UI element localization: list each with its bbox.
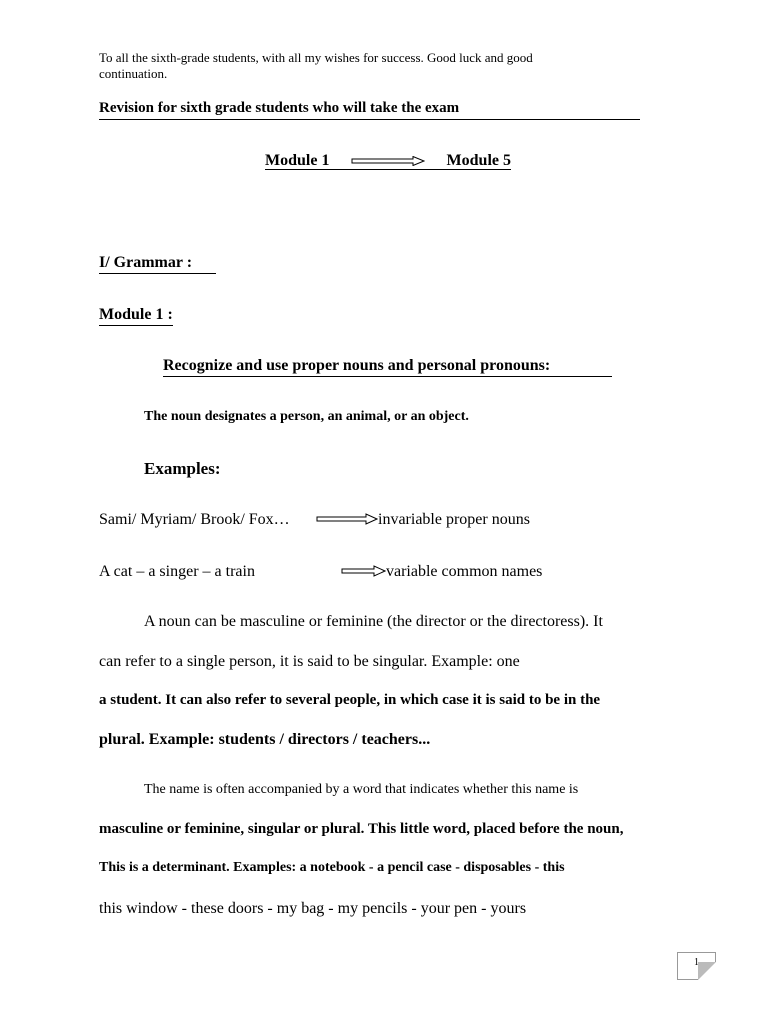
- paragraph-line: The name is often accompanied by a word that indicates whether this name is: [144, 782, 579, 797]
- paragraph-line: a student. It can also refer to several people, in which case it is said to be in the: [99, 692, 601, 708]
- example2-nouns: A cat – a singer – a train: [99, 563, 255, 580]
- paragraph-line: plural. Example: students / directors / teachers...: [99, 731, 431, 748]
- intro-text: To all the sixth-grade students, with all my wishes for success. Good luck and good continuation.: [99, 50, 533, 81]
- example1-nouns: Sami/ Myriam/ Brook/ Fox…: [99, 511, 290, 528]
- section-subheading: Recognize and use proper nouns and personal pronouns:: [163, 357, 612, 377]
- arrow-right-icon: [351, 156, 425, 166]
- module-range: [265, 152, 511, 172]
- example1-result: invariable proper nouns: [378, 511, 530, 528]
- noun-definition: The noun designates a person, an animal, or an object.: [144, 409, 469, 424]
- page-curl-icon: [698, 962, 716, 980]
- example2-result: variable common names: [386, 563, 543, 580]
- paragraph-line: A noun can be masculine or feminine (the director or the directoress). It: [144, 613, 603, 630]
- arrow-right-icon: [341, 565, 386, 577]
- module1-heading: Module 1 :: [99, 306, 173, 326]
- paragraph-line: masculine or feminine, singular or plural. This little word, placed before the noun,: [99, 821, 624, 837]
- module-start: Module 1: [265, 152, 330, 169]
- paragraph-line: This is a determinant. Examples: a notebook - a pencil case - disposables - this: [99, 860, 565, 875]
- paragraph-line: can refer to a single person, it is said to be singular. Example: one: [99, 653, 520, 670]
- grammar-heading: I/ Grammar :: [99, 254, 216, 274]
- paragraph-line: this window - these doors - my bag - my pencils - your pen - yours: [99, 900, 527, 917]
- page-number-box: [677, 952, 716, 980]
- module-end: Module 5: [446, 152, 511, 169]
- document-title: Revision for sixth grade students who will take the exam: [99, 100, 640, 120]
- arrow-right-icon: [316, 513, 378, 525]
- page-number: 1: [694, 957, 699, 968]
- examples-heading: Examples:: [144, 459, 221, 478]
